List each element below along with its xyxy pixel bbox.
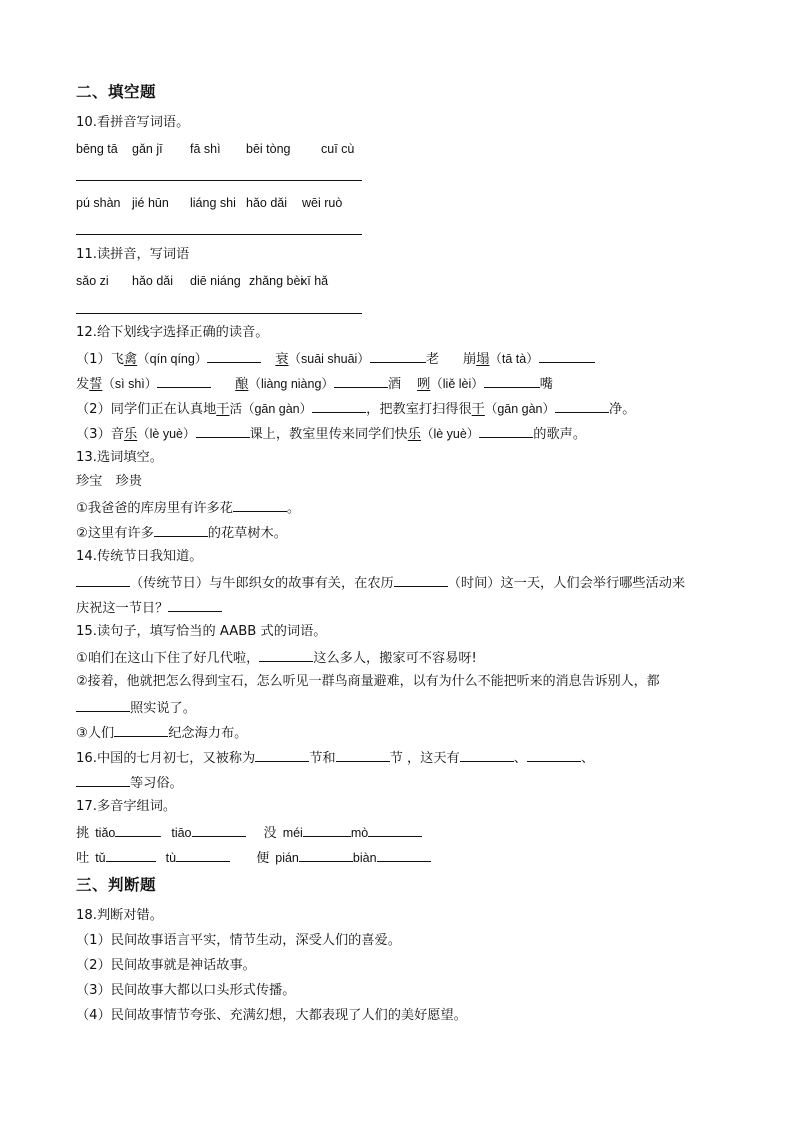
q12-text: （1）飞 [76, 352, 124, 367]
q15-text: 照实说了。 [130, 701, 196, 716]
q12-text: ，把教室打扫得很 [366, 402, 472, 417]
q13-sentence-1 [76, 498, 300, 518]
q13-word-bank: 珍宝 珍贵 [76, 474, 142, 489]
q11-pinyin-row [76, 272, 328, 290]
q12-line-3 [76, 399, 635, 419]
q17-pinyin: méi [282, 826, 303, 840]
q12-blank[interactable] [555, 399, 609, 413]
q12-blank[interactable] [484, 374, 540, 388]
q17-blank[interactable] [176, 848, 230, 862]
section-title-true-false: 三、判断题 [76, 876, 157, 894]
q14-stem: 14.传统节日我知道。 [76, 549, 203, 564]
q12-reading-options: （liàng niàng） [248, 377, 334, 391]
q12-blank[interactable] [312, 399, 366, 413]
q16-text: 节和 [309, 751, 336, 766]
q18-stem: 18.判断对错。 [76, 908, 163, 923]
q12-underlined-char: 乐 [407, 427, 421, 442]
q16-text: 等习俗。 [130, 776, 183, 791]
q13-stem: 13.选词填空。 [76, 450, 163, 465]
q10-answer-line-2[interactable] [76, 234, 362, 235]
q16-text: 、 [513, 751, 527, 766]
q10-pinyin: jié hūn [132, 196, 169, 210]
q12-blank[interactable] [539, 349, 595, 363]
q13-blank[interactable] [233, 498, 287, 512]
q12-line-2 [76, 374, 553, 394]
q10-pinyin: bēi tòng [246, 142, 291, 156]
q12-underlined-char: 誓 [89, 377, 103, 392]
q12-reading-options: （suāi shuāi） [288, 352, 370, 366]
q17-pinyin: mò [350, 826, 369, 840]
q12-reading-options: 活（gān gàn） [229, 402, 313, 416]
q17-pinyin: tiāo [171, 826, 192, 840]
q13-text: 的花草树木。 [207, 526, 287, 541]
q10-pinyin: cuī cù [321, 142, 355, 156]
q13-blank[interactable] [154, 523, 208, 537]
q18-item: （2）民间故事就是神话故事。 [76, 958, 256, 973]
q12-underlined-char: 酿 [235, 377, 249, 392]
q14-blank[interactable] [76, 573, 130, 587]
q13-text: 。 [286, 501, 301, 516]
q16-text: 、 [580, 751, 595, 766]
q12-text: 老 [425, 352, 439, 367]
q12-text: 净。 [609, 402, 636, 417]
q10-pinyin-row-1 [76, 140, 354, 158]
q16-blank[interactable] [527, 748, 581, 762]
q15-sentence-3 [76, 723, 247, 743]
q12-text: 崩 [463, 352, 477, 367]
q10-pinyin: bēng tā [76, 142, 118, 156]
q11-pinyin: zhǎng bèi [249, 274, 304, 288]
q10-pinyin-row-2 [76, 194, 342, 212]
q10-stem: 10.看拼音写词语。 [76, 115, 190, 130]
q12-reading-options: （gān gàn） [484, 402, 556, 416]
q12-reading-options: （tā tà） [489, 352, 539, 366]
q16-text: 16.中国的七月初七，又被称为 [76, 751, 256, 766]
q10-pinyin: fā shì [190, 142, 221, 156]
q11-pinyin: sǎo zi [76, 274, 109, 288]
q11-stem: 11.读拼音，写词语 [76, 247, 190, 262]
q12-underlined-char: 干 [471, 402, 485, 417]
q17-blank[interactable] [377, 848, 431, 862]
q15-blank[interactable] [114, 723, 168, 737]
q12-underlined-char: 塌 [476, 352, 490, 367]
q17-pinyin: tiǎo [95, 826, 116, 840]
q12-text: 发 [76, 377, 90, 392]
q12-underlined-char: 禽 [123, 352, 138, 367]
q10-pinyin: wēi ruò [302, 196, 343, 210]
q18-item: （3）民间故事大都以口头形式传播。 [76, 983, 296, 998]
q17-pinyin: tǔ [95, 851, 106, 865]
q15-sentence-2: ②接着，他就把怎么得到宝石，怎么听见一群鸟商量避难，以有为什么不能把听来的消息告诉别人，都 [76, 674, 660, 689]
q12-text: 嘴 [539, 377, 553, 392]
q12-underlined-char: 乐 [123, 427, 138, 442]
q17-row-1 [76, 823, 422, 843]
q17-char: 挑 [76, 826, 90, 841]
q17-pinyin: biàn [352, 851, 377, 865]
q18-item: （4）民间故事情节夸张、充满幻想，大都表现了人们的美好愿望。 [76, 1008, 467, 1023]
q14-line-2 [76, 598, 222, 618]
q17-char: 吐 [76, 851, 90, 866]
q12-blank[interactable] [196, 424, 250, 438]
q17-char: 没 [263, 826, 277, 841]
q14-text: （传统节日）与牛郎织女的故事有关，在农历 [130, 576, 394, 591]
q18-item: （1）民间故事语言平实，情节生动，深受人们的喜爱。 [76, 933, 401, 948]
q10-pinyin: hǎo dǎi [246, 196, 288, 210]
q12-line-1 [76, 349, 595, 369]
q16-blank[interactable] [336, 748, 390, 762]
q11-pinyin: hǎo dǎi [132, 274, 174, 288]
q12-line-4 [76, 424, 586, 444]
q17-pinyin: tù [165, 851, 177, 865]
q16-line-1 [76, 748, 594, 768]
q17-pinyin: pián [275, 851, 299, 865]
q15-text: 这么多人，搬家可不容易呀! [313, 651, 477, 666]
q11-answer-line[interactable] [76, 313, 362, 314]
q14-line-1 [76, 573, 685, 593]
q12-blank[interactable] [479, 424, 533, 438]
q17-char: 便 [256, 851, 270, 866]
q12-blank[interactable] [370, 349, 426, 363]
q12-blank[interactable] [334, 374, 388, 388]
q12-reading-options: （lè yuè） [137, 427, 196, 441]
q12-reading-options: （lè yuè） [420, 427, 480, 441]
q15-blank[interactable] [259, 648, 313, 662]
q14-text: 庆祝这一节日？ [76, 601, 169, 616]
q14-blank[interactable] [168, 598, 222, 612]
q14-text: （时间）这一天，人们会举行哪些活动来 [447, 576, 686, 591]
q15-sentence-2-cont [76, 698, 196, 718]
q10-pinyin: pú shàn [76, 196, 121, 210]
q15-text: 纪念海力布。 [168, 726, 248, 741]
section-title-fill-blank: 二、填空题 [76, 83, 157, 101]
q12-underlined-char: 衰 [275, 352, 289, 367]
q13-sentence-2 [76, 523, 287, 543]
q10-answer-line-1[interactable] [76, 180, 362, 181]
q17-blank[interactable] [115, 823, 161, 837]
q15-text: ①咱们在这山下住了好几代啦， [76, 651, 260, 666]
q17-stem: 17.多音字组词。 [76, 799, 177, 814]
q10-pinyin: gǎn jī [132, 142, 163, 156]
q15-stem: 15.读句子，填写恰当的 AABB 式的词语。 [76, 624, 327, 639]
q17-blank[interactable] [192, 823, 246, 837]
q12-reading-options: （qín qíng） [137, 352, 208, 366]
q12-underlined-char: 干 [216, 402, 230, 417]
q16-blank[interactable] [460, 748, 514, 762]
q15-sentence-1 [76, 648, 477, 668]
q11-pinyin: diē niáng [190, 274, 241, 288]
q12-stem: 12.给下划线字选择正确的读音。 [76, 325, 269, 340]
q12-text: （2）同学们正在认真地 [76, 402, 217, 417]
q13-text: ①我爸爸的库房里有许多花 [76, 501, 233, 516]
q16-line-2 [76, 773, 183, 793]
q12-text: （3）音 [76, 427, 124, 442]
q12-reading-options: （liě lèi） [430, 377, 484, 391]
q15-blank[interactable] [76, 698, 130, 712]
q17-blank[interactable] [368, 823, 422, 837]
q12-text: 酒 [387, 377, 402, 392]
q12-blank[interactable] [207, 349, 261, 363]
q17-blank[interactable] [106, 848, 156, 862]
q16-blank[interactable] [255, 748, 309, 762]
q16-blank[interactable] [76, 773, 130, 787]
q12-blank[interactable] [157, 374, 211, 388]
q17-row-2 [76, 848, 431, 868]
q15-text: ③人们 [76, 726, 115, 741]
q11-pinyin: xī hǎ [301, 274, 329, 288]
q14-blank[interactable] [394, 573, 448, 587]
q12-underlined-char: 咧 [417, 377, 431, 392]
q12-reading-options: （sì shì） [102, 377, 158, 391]
q12-text: 课上，教室里传来同学们快 [249, 427, 408, 442]
q12-text: 的歌声。 [533, 427, 587, 442]
q13-text: ②这里有许多 [76, 526, 154, 541]
q17-blank[interactable] [303, 823, 351, 837]
q17-blank[interactable] [299, 848, 353, 862]
q10-pinyin: liáng shi [190, 196, 236, 210]
q16-text: 节 ，这天有 [389, 751, 460, 766]
